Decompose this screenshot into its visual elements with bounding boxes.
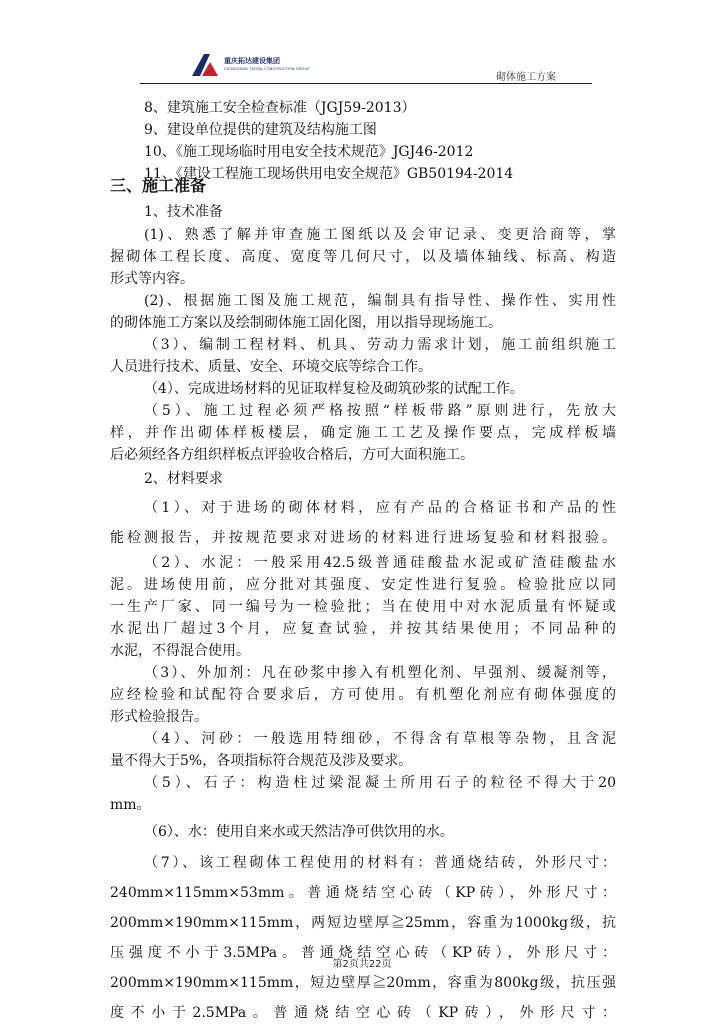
text-line: （4）、河砂：一般选用特细砂，不得含有草根等杂物，且含泥	[144, 731, 616, 747]
text-line: 量不得大于5%，各项指标符合规范及涉及要求。	[110, 753, 413, 769]
text-line: mm。	[110, 797, 151, 813]
header-divider	[140, 83, 592, 84]
text-line: （3）、外加剂：凡在砂浆中掺入有机塑化剂、早强剂、缓凝剂等，	[144, 665, 616, 681]
text-line: （3）、编制工程材料、机具、劳动力需求计划，施工前组织施工	[144, 337, 616, 353]
reference-item: 8、建筑施工安全检查标准（JGJ59-2013）	[144, 100, 416, 116]
text-line: 200mm×190mm×115mm，短边壁厚≧20mm，容重为800kg级，抗压强	[110, 975, 616, 991]
text-line: （2）、水泥：一般采用42.5级普通硅酸盐水泥或矿渣硅酸盐水	[144, 555, 616, 571]
text-line: 压强度不小于3.5MPa。普通烧结空心砖（KP砖），外形尺寸：	[110, 945, 616, 961]
section-title: 三、施工准备	[110, 176, 207, 195]
material-requirements-text	[110, 492, 616, 1028]
text-line: 的砌体施工方案以及绘制砌体施工固化图，用以指导现场施工。	[110, 315, 502, 331]
text-line: （5）、石子：构造柱过梁混凝土所用石子的粒径不得大于20	[144, 775, 616, 791]
company-logo-icon	[190, 52, 220, 78]
page-header	[140, 50, 592, 84]
text-line: 应经检验和试配符合要求后，方可使用。有机塑化剂应有砌体强度的	[110, 687, 616, 703]
text-line: 水泥，不得混合使用。	[110, 643, 250, 659]
text-line: 人员进行技术、质量、安全、环境交底等综合工作。	[110, 359, 432, 375]
document-title: 砌体施工方案	[496, 72, 556, 83]
text-line: 能检测报告，并按规范要求对进场的材料进行进场复验和材料报验。	[110, 530, 616, 546]
text-line: （6）、水：使用自来水或天然洁净可供饮用的水。	[144, 824, 454, 840]
text-line: （1）、对于进场的砌体材料，应有产品的合格证书和产品的性	[144, 500, 616, 516]
reference-item: 11、《建设工程施工现场供用电安全规范》GB50194-2014	[144, 166, 514, 182]
text-line: 后必须经各方组织样板点评验收合格后，方可大面积施工。	[110, 447, 474, 463]
subsection-heading: 1、技术准备	[144, 204, 223, 220]
text-line: 形式检验报告。	[110, 709, 208, 725]
text-line: 水泥出厂超过3个月，应复查试验，并按其结果使用；不同品种的	[110, 621, 616, 637]
text-line: 形式等内容。	[110, 271, 194, 287]
text-line: (2)、根据施工图及施工规范，编制具有指导性、操作性、实用性	[144, 293, 616, 309]
text-line: 度不小于2.5MPa。普通烧结空心砖（KP砖），外形尺寸：	[110, 1005, 616, 1021]
text-line: （4）、完成进场材料的见证取样复检及砌筑砂浆的试配工作。	[144, 381, 524, 397]
text-line: 样，并作出砌体样板楼层，确定施工工艺及操作要点，完成样板墙	[110, 425, 616, 441]
text-line: 200mm×190mm×115mm，两短边壁厚≧25mm，容重为1000kg级，抗	[110, 915, 616, 931]
reference-item: 10、《施工现场临时用电安全技术规范》JGJ46-2012	[144, 144, 474, 160]
reference-item: 9、建设单位提供的建筑及结构施工图	[144, 122, 377, 138]
text-line: 240mm×115mm×53mm。普通烧结空心砖（KP砖），外形尺寸：	[110, 885, 616, 901]
text-line: 一生产厂家、同一编号为一检验批；当在使用中对水泥质量有怀疑或	[110, 599, 616, 615]
text-line: （7）、该工程砌体工程使用的材料有：普通烧结砖，外形尺寸：	[144, 855, 616, 871]
text-line: 泥。进场使用前，应分批对其强度、安定性进行复验。检验批应以同	[110, 577, 616, 593]
section-preparation	[110, 172, 616, 1028]
text-line: 握砌体工程长度、高度、宽度等几何尺寸，以及墙体轴线、标高、构造	[110, 249, 616, 265]
page-number: 第2页共22页	[332, 959, 392, 970]
text-line: （5）、施工过程必须严格按照“样板带路”原则进行，先放大	[144, 403, 616, 419]
company-name: 重庆拓达建设集团	[224, 57, 280, 65]
text-line: (1)、熟悉了解并审查施工图纸以及会审记录、变更洽商等，掌	[144, 227, 616, 243]
tech-preparation-text	[110, 224, 616, 466]
subsection-heading: 2、材料要求	[144, 471, 223, 487]
company-name-en: CHONGQING TUODA CONSTRUCTION GROUP	[224, 67, 310, 71]
